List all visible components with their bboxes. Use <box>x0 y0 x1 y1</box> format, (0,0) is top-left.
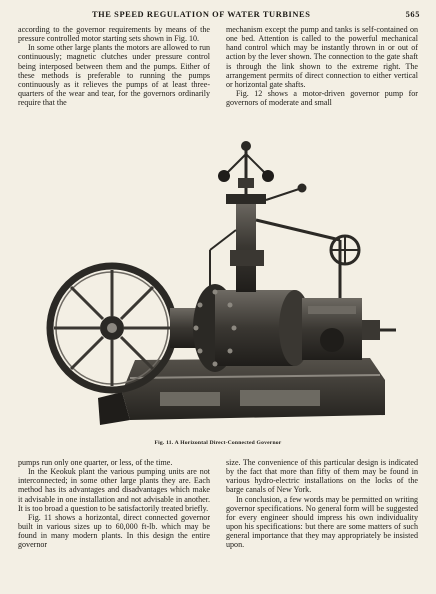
governor-column <box>226 194 266 292</box>
flyball-head <box>218 141 274 194</box>
valve-housing <box>302 298 396 360</box>
paragraph: pumps run only one quarter, or less, of the time. <box>18 458 173 467</box>
column-bottom-right <box>226 458 418 550</box>
paragraph: size. The convenience of this particular design is indicated by the fact that more than fifty of them may be found in various hydro-electric installations on the locks of the barge canals of New York. <box>226 458 418 495</box>
machine-base <box>98 358 385 425</box>
page-number: 565 <box>405 10 420 19</box>
hand-control-wheel <box>331 236 359 264</box>
figure-governor-illustration <box>40 130 400 438</box>
paragraph: mechanism except the pump and tanks is self-contained on one bed. Attention is called to the powerful mechanical hand control which may be instantly thrown in or out of action by the lever shown. The connection to the gate shaft is through the link shown to the extreme right. The arrangement permits of direct connection to either vertical or horizontal gate shafts. <box>226 25 418 89</box>
paragraph: according to the governor requirements by means of the pressure controlled motor starting sets shown in Fig. 10. <box>18 25 210 44</box>
figure-caption: Fig. 11. A Horizontal Direct-Connected Governor <box>154 440 282 446</box>
paragraph: In the Keokuk plant the various pumping units are not interconnected; in some other large plants they are. Each method has its advantages and disadvantages which make it advisable in one installation and not advisable in another. It is too broad a question to be satisfactorily treated briefly. <box>18 467 210 513</box>
paragraph: Fig. 12 shows a motor-driven governor pump for governors of moderate and small <box>226 89 418 108</box>
column-top-right <box>226 25 418 107</box>
governor-machine-drawing <box>40 130 400 438</box>
column-bottom-left <box>18 458 210 550</box>
page-header <box>14 10 422 22</box>
paragraph: In some other large plants the motors are allowed to run continuously; magnetic clutches under pressure control being interposed between them and the pumps. Either of these methods is preferable to running the pumps continuously as it relieves the pumps of at least three-quarters of the wear and tear, for the governors ordinarily require that the <box>18 43 210 108</box>
servo-cylinder <box>193 284 311 372</box>
running-title: THE SPEED REGULATION OF WATER TURBINES <box>92 10 311 19</box>
paragraph: In conclusion, a few words may be permitted on writing governor specifications. No general form will be suggested for every engineer should impress his own individuality upon his specifications: but there are some matters of such general importance that they may appropriately be insisted upon. <box>226 494 418 550</box>
paragraph: Fig. 11 shows a horizontal, direct connected governor built in various sizes up to 60,000 ft-lb. which may be found in many modern plants. In this design the entire governor <box>18 512 210 550</box>
column-top-left <box>18 25 210 107</box>
